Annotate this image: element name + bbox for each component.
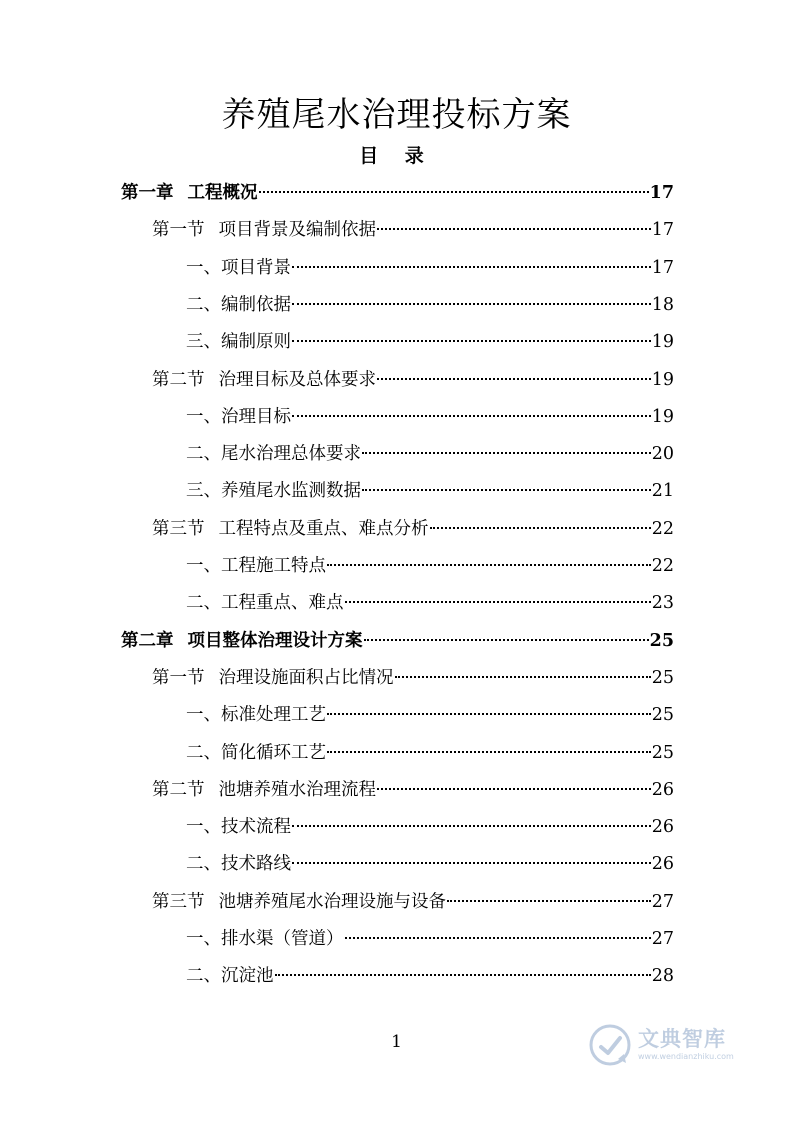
toc-dot-leader: [345, 601, 651, 603]
toc-entry[interactable]: [186, 921, 674, 958]
toc-entry-title: 编制原则: [221, 332, 291, 353]
toc-entry-label: [186, 324, 291, 361]
toc-entry-prefix: 二、: [186, 742, 221, 763]
toc-entry[interactable]: [186, 697, 674, 734]
toc-dot-leader: [447, 900, 651, 902]
toc-entry[interactable]: [186, 473, 674, 510]
toc-dot-leader: [259, 191, 649, 193]
toc-entry-label: [186, 809, 291, 846]
toc-entry-page: 19: [651, 369, 674, 390]
toc-entry-page: 25: [649, 630, 674, 651]
toc-entry-page: 17: [651, 220, 674, 241]
toc-entry-prefix: 第二节: [152, 779, 205, 800]
toc-entry-page: 25: [651, 705, 674, 726]
toc-dot-leader: [292, 825, 651, 827]
toc-entry-title: 尾水治理总体要求: [221, 444, 361, 465]
toc-entry-title: 简化循环工艺: [221, 742, 326, 763]
toc-dot-leader: [362, 489, 651, 491]
toc-entry[interactable]: [121, 175, 674, 212]
toc-dot-leader: [327, 564, 651, 566]
toc-entry-title: 标准处理工艺: [221, 705, 326, 726]
toc-entry[interactable]: [186, 585, 674, 622]
toc-entry-title: 池塘养殖尾水治理设施与设备: [218, 891, 446, 912]
toc-dot-leader: [395, 676, 651, 678]
toc-entry-title: 工程概况: [187, 183, 258, 203]
toc-entry-prefix: 一、: [186, 929, 221, 949]
toc-entry-title: 项目背景及编制依据: [218, 220, 376, 241]
toc-entry[interactable]: [121, 623, 674, 660]
toc-entry-title: 池塘养殖水治理流程: [218, 779, 376, 800]
toc-heading: 目 录: [359, 145, 434, 167]
toc-entry-title: 编制依据: [221, 294, 291, 315]
toc-dot-leader: [345, 937, 651, 939]
toc-entry-prefix: 第二节: [152, 369, 205, 390]
toc-entry-label: [121, 175, 258, 212]
toc-entry-page: 26: [651, 854, 674, 875]
toc-dot-leader: [292, 266, 651, 268]
toc-entry-label: [152, 511, 429, 548]
toc-dot-leader: [292, 303, 651, 305]
toc-entry-prefix: 三、: [186, 332, 221, 353]
toc-entry-prefix: 第一节: [152, 220, 205, 241]
toc-entry-title: 技术流程: [221, 817, 291, 838]
toc-entry-title: 治理目标及总体要求: [218, 369, 376, 390]
page-number: 1: [391, 1032, 402, 1052]
toc-entry-label: [186, 846, 291, 883]
toc-dot-leader: [377, 228, 651, 230]
toc-dot-leader: [275, 974, 651, 976]
toc-entry[interactable]: [152, 511, 674, 548]
toc-entry-prefix: 一、: [186, 705, 221, 726]
toc-entry-prefix: 一、: [186, 556, 221, 576]
toc-entry[interactable]: [186, 399, 674, 436]
toc-entry[interactable]: [186, 958, 674, 995]
toc-entry[interactable]: [152, 772, 674, 809]
toc-entry-title: 工程施工特点: [221, 556, 326, 576]
toc-entry[interactable]: [186, 548, 674, 585]
toc-entry-page: 20: [651, 444, 674, 465]
toc-entry-page: 27: [651, 891, 674, 912]
toc-entry-prefix: 第二章: [121, 630, 174, 651]
toc-dot-leader: [364, 639, 649, 641]
toc-entry-label: [152, 772, 376, 809]
watermark-name: 文典智库: [638, 1027, 726, 1051]
toc-entry-page: 26: [651, 779, 674, 800]
toc-entry[interactable]: [186, 735, 674, 772]
toc-entry-label: [121, 623, 363, 660]
toc-entry[interactable]: [186, 809, 674, 846]
toc-entry-page: 18: [651, 294, 674, 315]
toc-entry-label: [186, 735, 326, 772]
toc-entry-page: 19: [651, 332, 674, 353]
toc-entry-page: 25: [651, 742, 674, 763]
toc-entry[interactable]: [152, 660, 674, 697]
toc-entry[interactable]: [186, 436, 674, 473]
toc-entry-page: 22: [651, 556, 674, 576]
toc-dot-leader: [327, 713, 651, 715]
toc-entry-page: 19: [651, 406, 674, 427]
toc-entry-title: 项目整体治理设计方案: [187, 630, 363, 651]
toc-entry-prefix: 二、: [186, 854, 221, 875]
toc-entry-label: [186, 585, 344, 622]
toc-entry-prefix: 第三节: [152, 891, 205, 912]
toc-entry-prefix: 一、: [186, 817, 221, 838]
toc-entry-page: 17: [651, 257, 674, 278]
toc-entry-page: 17: [649, 183, 674, 203]
toc-entry-label: [152, 212, 376, 249]
toc-entry-page: 27: [651, 929, 674, 949]
toc-dot-leader: [362, 452, 651, 454]
toc-entry-label: [186, 436, 361, 473]
toc-entry-prefix: 二、: [186, 593, 221, 614]
toc-dot-leader: [292, 340, 651, 342]
toc-dot-leader: [430, 527, 651, 529]
toc-entry-page: 28: [651, 966, 674, 987]
toc-entry-prefix: 二、: [186, 444, 221, 465]
toc-entry[interactable]: [152, 362, 674, 399]
toc-entry-title: 项目背景: [221, 257, 291, 278]
toc-entry-label: [152, 660, 394, 697]
toc-entry-prefix: 三、: [186, 481, 221, 502]
toc-entry-prefix: 第三节: [152, 518, 205, 539]
toc-entry-prefix: 二、: [186, 294, 221, 315]
toc-entry[interactable]: [152, 212, 674, 249]
toc-dot-leader: [377, 378, 651, 380]
wendian-logo-icon: [588, 1023, 632, 1067]
toc-entry[interactable]: [152, 884, 674, 921]
toc-entry-label: [186, 250, 291, 287]
toc-entry-page: 25: [651, 667, 674, 688]
toc-entry-page: 22: [651, 518, 674, 539]
toc-entry-prefix: 二、: [186, 966, 221, 987]
watermark-url: www.wendianzhiku.com: [638, 1052, 734, 1061]
toc-entry-prefix: 第一章: [121, 183, 174, 203]
toc-entry-label: [186, 473, 361, 510]
toc-entry-title: 技术路线: [221, 854, 291, 875]
toc-dot-leader: [292, 415, 651, 417]
toc-entry-title: 工程重点、难点: [221, 593, 344, 614]
toc-entry-title: 治理设施面积占比情况: [218, 667, 394, 688]
toc-entry-label: [152, 884, 446, 921]
toc-entry-label: [186, 697, 326, 734]
toc-entry-label: [152, 362, 376, 399]
toc-dot-leader: [327, 751, 651, 753]
toc-entry[interactable]: [186, 846, 674, 883]
toc-entry-title: 排水渠（管道）: [221, 929, 344, 949]
toc-entry-page: 23: [651, 593, 674, 614]
toc-entry-prefix: 一、: [186, 406, 221, 427]
watermark: [588, 1020, 768, 1070]
toc-entry-page: 26: [651, 817, 674, 838]
toc-dot-leader: [377, 788, 651, 790]
toc-entry[interactable]: [186, 287, 674, 324]
toc-entry[interactable]: [186, 324, 674, 361]
toc-entry-prefix: 第一节: [152, 667, 205, 688]
toc-entry-prefix: 一、: [186, 257, 221, 278]
toc-entry-page: 21: [651, 481, 674, 502]
toc-entry-label: [186, 548, 326, 585]
document-title: 养殖尾水治理投标方案: [221, 95, 572, 135]
toc-entry-label: [186, 399, 291, 436]
toc-entry-title: 养殖尾水监测数据: [221, 481, 361, 502]
toc-entry-title: 治理目标: [221, 406, 291, 427]
toc-entry-label: [186, 958, 274, 995]
toc-entry-title: 工程特点及重点、难点分析: [218, 518, 429, 539]
toc-dot-leader: [292, 862, 651, 864]
toc-entry-label: [186, 921, 344, 958]
toc-entry[interactable]: [186, 250, 674, 287]
toc-entry-label: [186, 287, 291, 324]
toc-entry-title: 沉淀池: [221, 966, 274, 987]
